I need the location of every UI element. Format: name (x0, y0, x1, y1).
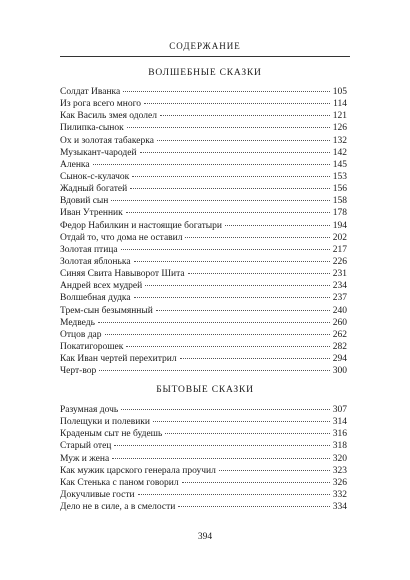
toc-entry (60, 341, 347, 353)
toc-entry-title: Золотая яблонька (60, 256, 131, 267)
toc-entry-title: Как Иван чертей перехитрил (60, 354, 177, 365)
toc-entry-title: Как Василь змея одолел (60, 111, 157, 122)
toc-entry-title: Федор Набилкин и настоящие богатыри (60, 220, 222, 231)
toc-entry-page: 282 (332, 341, 347, 352)
toc-entry-page: 156 (332, 184, 347, 195)
toc-entry-page: 332 (332, 489, 347, 500)
toc-entry-page: 132 (332, 135, 347, 146)
toc-entry-title: Отдай то, что дома не оставил (60, 232, 183, 243)
toc-entry (60, 159, 347, 171)
dot-leader (114, 445, 329, 446)
dot-leader (99, 370, 329, 371)
toc-list-everyday-tales (60, 404, 347, 513)
toc-entry-page: 145 (332, 159, 347, 170)
dot-leader (126, 212, 330, 213)
dot-leader (225, 225, 330, 226)
dot-leader (121, 249, 330, 250)
toc-entry (60, 305, 347, 317)
toc-entry-title: Краденым сыт не будешь (60, 429, 163, 440)
header-rule (60, 56, 350, 57)
toc-entry-title: Из рога всего много (60, 99, 141, 110)
toc-entry (60, 292, 347, 304)
dot-leader (185, 237, 329, 238)
toc-entry-page: 231 (332, 269, 347, 280)
toc-entry-title: Иван Утренник (60, 208, 123, 219)
dot-leader (121, 409, 330, 410)
toc-entry-page: 316 (332, 429, 347, 440)
toc-entry (60, 365, 347, 377)
toc-entry-title: Дело не в силе, а в смелости (60, 502, 176, 513)
toc-entry-page: 294 (332, 354, 347, 365)
toc-entry (60, 256, 347, 268)
toc-entry-title: Отцов дар (60, 329, 102, 340)
toc-entry-page: 105 (332, 87, 347, 97)
toc-list-magic-tales (60, 86, 347, 377)
toc-entry-title: Муж и жена (60, 453, 110, 464)
dot-leader (127, 127, 330, 128)
toc-entry (60, 110, 347, 122)
dot-leader (165, 433, 329, 434)
toc-entry (60, 122, 347, 134)
toc-entry (60, 428, 347, 440)
dot-leader (178, 506, 329, 507)
toc-entry-page: 226 (332, 256, 347, 267)
toc-entry-title: Вдовий сын (60, 196, 109, 207)
dot-leader (144, 103, 330, 104)
toc-entry-title: Солдат Иванка (60, 87, 121, 97)
toc-entry-page: 307 (332, 405, 347, 415)
toc-entry-title: Разумная дочь (60, 405, 119, 415)
toc-entry-page: 262 (332, 329, 347, 340)
toc-entry-title: Аленка (60, 159, 90, 170)
toc-entry (60, 86, 347, 98)
toc-entry (60, 501, 347, 513)
dot-leader (132, 176, 330, 177)
dot-leader (138, 494, 330, 495)
toc-entry-title: Медведь (60, 317, 95, 328)
toc-entry-page: 334 (332, 502, 347, 513)
toc-entry-title: Золотая птица (60, 244, 118, 255)
toc-entry (60, 195, 347, 207)
toc-entry-page: 323 (332, 465, 347, 476)
dot-leader (130, 188, 330, 189)
toc-entry (60, 353, 347, 365)
toc-entry-page: 126 (332, 123, 347, 134)
toc-entry-title: Волшебная дудка (60, 293, 131, 304)
toc-entry-page: 240 (332, 305, 347, 316)
toc-entry-page: 194 (332, 220, 347, 231)
toc-entry-page: 178 (332, 208, 347, 219)
toc-entry (60, 232, 347, 244)
toc-entry (60, 207, 347, 219)
dot-leader (160, 115, 330, 116)
dot-leader (134, 261, 330, 262)
toc-entry (60, 317, 347, 329)
toc-entry-title: Музыкант-чародей (60, 147, 137, 158)
toc-entry (60, 268, 347, 280)
section-title-magic-tales: ВОЛШЕБНЫЕ СКАЗКИ (148, 68, 262, 78)
dot-leader (156, 310, 330, 311)
toc-entry (60, 416, 347, 428)
toc-entry-title: Покатигорошек (60, 341, 124, 352)
toc-entry (60, 477, 347, 489)
toc-entry-page: 314 (332, 417, 347, 428)
toc-entry-page: 217 (332, 244, 347, 255)
dot-leader (188, 273, 330, 274)
toc-entry-title: Трем-сын безымянный (60, 305, 153, 316)
toc-entry-page: 234 (332, 281, 347, 292)
toc-entry (60, 244, 347, 256)
toc-entry (60, 135, 347, 147)
running-head: СОДЕРЖАНИЕ (169, 41, 241, 51)
dot-leader (111, 200, 329, 201)
section-title-everyday-tales: БЫТОВЫЕ СКАЗКИ (156, 385, 254, 395)
dot-leader (105, 334, 330, 335)
toc-entry (60, 489, 347, 501)
toc-entry-page: 300 (332, 366, 347, 377)
toc-entry-title: Пилипка-сынок (60, 123, 124, 134)
page-number: 394 (197, 532, 213, 542)
toc-entry (60, 98, 347, 110)
toc-entry-title: Старый отец (60, 441, 112, 452)
toc-entry-page: 260 (332, 317, 347, 328)
toc-entry (60, 453, 347, 465)
dot-leader (145, 285, 330, 286)
dot-leader (98, 322, 330, 323)
toc-entry-title: Ох и золотая табакерка (60, 135, 154, 146)
dot-leader (182, 482, 330, 483)
toc-entry-page: 153 (332, 171, 347, 182)
toc-entry (60, 183, 347, 195)
toc-entry (60, 404, 347, 416)
dot-leader (134, 297, 330, 298)
toc-entry-title: Как Стенька с паном говорил (60, 477, 179, 488)
toc-entry-page: 318 (332, 441, 347, 452)
dot-leader (112, 458, 330, 459)
toc-entry (60, 220, 347, 232)
toc-entry-page: 114 (333, 99, 347, 110)
toc-entry-title: Докучливые гости (60, 489, 135, 500)
toc-entry (60, 440, 347, 452)
toc-entry (60, 147, 347, 159)
toc-entry-page: 326 (332, 477, 347, 488)
toc-entry-page: 320 (332, 453, 347, 464)
dot-leader (153, 421, 330, 422)
toc-entry-page: 237 (332, 293, 347, 304)
toc-entry-page: 202 (332, 232, 347, 243)
toc-entry-page: 121 (332, 111, 347, 122)
toc-entry-title: Черт-вор (60, 366, 97, 377)
dot-leader (219, 470, 330, 471)
toc-entry (60, 171, 347, 183)
toc-entry-title: Сынок-с-кулачок (60, 171, 130, 182)
toc-entry (60, 280, 347, 292)
toc-entry-title: Как мужик царского генерала проучил (60, 465, 216, 476)
dot-leader (123, 91, 330, 92)
toc-entry (60, 329, 347, 341)
dot-leader (93, 164, 330, 165)
toc-entry (60, 465, 347, 477)
toc-entry-page: 158 (332, 196, 347, 207)
toc-entry-title: Андрей всех мудрей (60, 281, 143, 292)
toc-entry-title: Синяя Свита Навыворот Шита (60, 269, 185, 280)
toc-entry-page: 142 (332, 147, 347, 158)
dot-leader (180, 358, 330, 359)
toc-entry-title: Полещуки и полевики (60, 417, 150, 428)
dot-leader (157, 140, 330, 141)
dot-leader (126, 346, 329, 347)
dot-leader (140, 152, 330, 153)
toc-entry-title: Жадный богатей (60, 184, 128, 195)
